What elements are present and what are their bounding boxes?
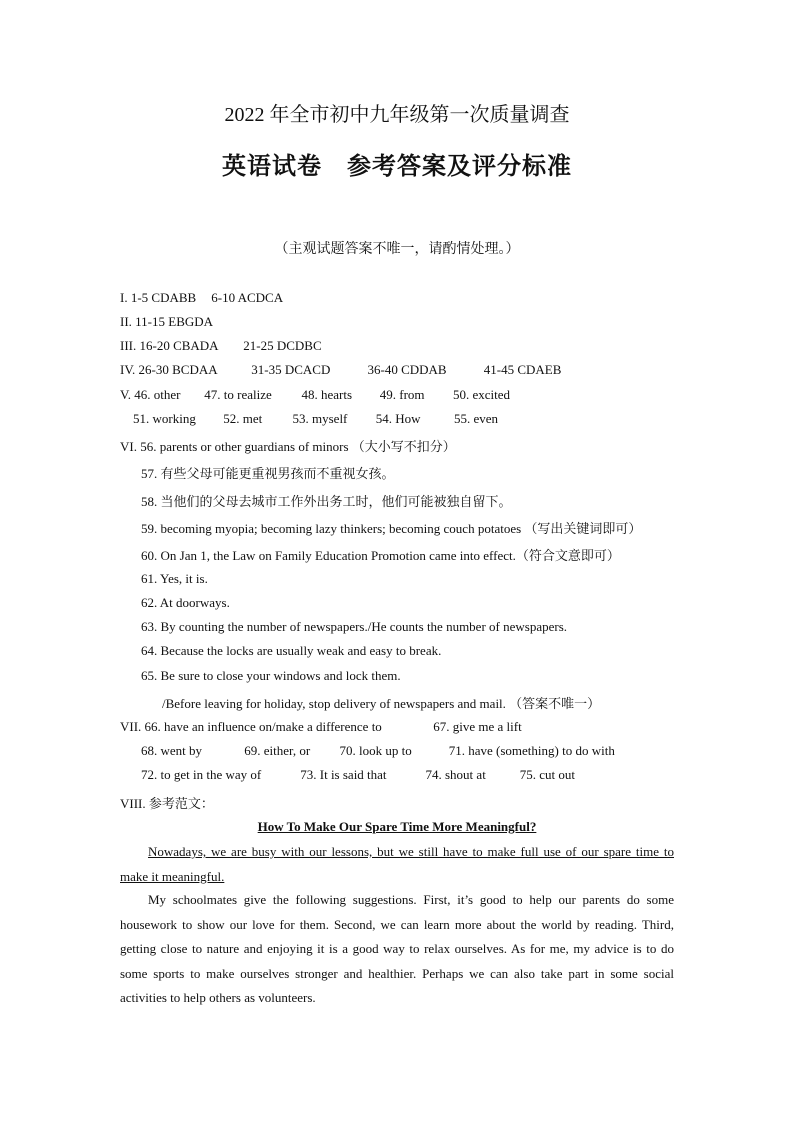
section-2-answers <box>120 314 213 330</box>
answer-group: 36-40 CDDAB <box>367 362 447 377</box>
section-6-header: VI. 56. parents or other guardians of minors （大小写不扣分） <box>120 439 456 454</box>
answer-group: 41-45 CDAEB <box>483 362 562 377</box>
document-subtitle: 英语试卷 参考答案及评分标准 <box>222 154 572 180</box>
answer-group: II. 11-15 EBGDA <box>120 314 214 329</box>
section-3-answers <box>120 338 322 354</box>
section-4-answers <box>120 362 561 378</box>
answer-item: 54. How <box>375 411 421 426</box>
answer-group: IV. 26-30 BCDAA <box>120 362 218 377</box>
grading-note: （主观试题答案不唯一，请酌情处理。） <box>274 242 520 257</box>
answer-group: 31-35 DCACD <box>251 362 331 377</box>
answer-item: 75. cut out <box>519 767 575 782</box>
answer-item: 51. working <box>133 411 196 426</box>
answer-item: 50. excited <box>453 387 511 402</box>
answer-item: 47. to realize <box>204 387 272 402</box>
answer-item: 70. look up to <box>339 743 412 758</box>
answer-item: 74. shout at <box>425 767 486 782</box>
answer-item: 48. hearts <box>301 387 353 402</box>
answer-line: 65. Be sure to close your windows and lock them. <box>141 668 401 683</box>
section-7-answers-row1 <box>120 719 522 735</box>
answer-line: /Before leaving for holiday, stop delivery of newspapers and mail. （答案不唯一） <box>162 696 601 711</box>
answer-line: 60. On Jan 1, the Law on Family Education Promotion came into effect.（符合文意即可） <box>141 548 620 563</box>
answer-line: 59. becoming myopia; becoming lazy thinkers; becoming couch potatoes （写出关键词即可） <box>141 521 642 536</box>
answer-line: 57. 有些父母可能更重视男孩而不重视女孩。 <box>141 466 395 481</box>
answer-item: V. 46. other <box>120 387 181 402</box>
answer-item: 53. myself <box>292 411 348 426</box>
essay-title: How To Make Our Spare Time More Meaningful? <box>257 819 537 834</box>
section-8-header: VIII. 参考范文： <box>120 796 214 811</box>
answer-line: 64. Because the locks are usually weak and easy to break. <box>141 643 442 658</box>
section-1-answers <box>120 290 283 306</box>
answer-item: 67. give me a lift <box>433 719 522 734</box>
essay-paragraph-1: Nowadays, we are busy with our lessons, but we still have to make full use of our spare time to make it meaningful. <box>120 844 674 884</box>
answer-group: III. 16-20 CBADA <box>120 338 219 353</box>
answer-line: 61. Yes, it is. <box>141 571 208 586</box>
answer-line: 62. At doorways. <box>141 595 230 610</box>
answer-group: I. 1-5 CDABB <box>120 290 197 305</box>
section-5-answers-row2 <box>133 411 498 427</box>
answer-item: 52. met <box>223 411 263 426</box>
answer-item: 72. to get in the way of <box>141 767 262 782</box>
essay-paragraph-2: My schoolmates give the following suggestions. First, it’s good to help our parents do some housework to show our love for them. Second, we can learn more about the world by reading. Third, getting close to nature and enjoying it is a good way to relax ourselves. As for me, my advice is to do some sports to make ourselves stronger and healthier. Perhaps we can also take part in some social activities to help others as volunteers. <box>120 892 674 1005</box>
section-7-answers-row3 <box>141 767 575 783</box>
document-title: 2022 年全市初中九年级第一次质量调查 <box>224 104 570 126</box>
answer-group: 21-25 DCDBC <box>243 338 322 353</box>
answer-item: 73. It is said that <box>300 767 387 782</box>
answer-item: 69. either, or <box>244 743 311 758</box>
answer-line: 58. 当他们的父母去城市工作外出务工时，他们可能被独自留下。 <box>141 494 512 509</box>
answer-item: 71. have (something) to do with <box>448 743 615 758</box>
section-7-answers-row2 <box>141 743 615 759</box>
answer-item: VII. 66. have an influence on/make a difference to <box>120 719 382 734</box>
section-5-answers-row1 <box>120 387 510 403</box>
answer-line: 63. By counting the number of newspapers./He counts the number of newspapers. <box>141 619 568 634</box>
answer-group: 6-10 ACDCA <box>211 290 284 305</box>
answer-item: 55. even <box>454 411 499 426</box>
answer-item: 49. from <box>379 387 425 402</box>
answer-item: 68. went by <box>141 743 203 758</box>
